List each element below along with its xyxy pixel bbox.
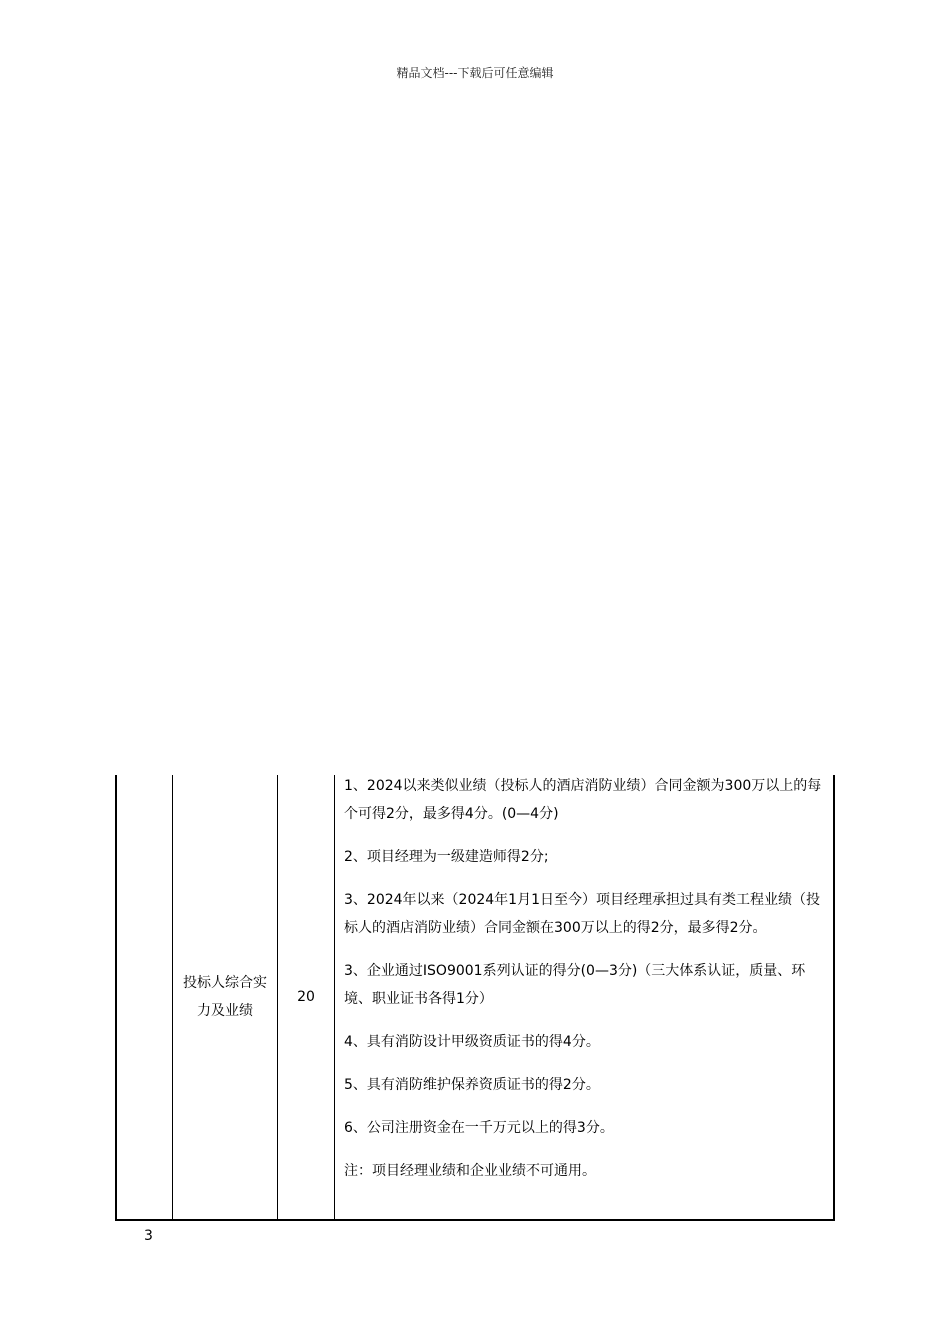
- criteria-item: 1、2024以来类似业绩（投标人的酒店消防业绩）合同金额为300万以上的每个可得2分，最多得4分。(0—4分): [344, 778, 822, 822]
- category-label: 投标人综合实力及业绩: [183, 975, 267, 1019]
- index-cell: [116, 775, 173, 1220]
- criteria-item: 3、企业通过ISO9001系列认证的得分(0—3分)（三大体系认证，质量、环境、职业证书各得1分）: [344, 963, 806, 1007]
- criteria-note: 注：项目经理业绩和企业业绩不可通用。: [344, 1163, 596, 1179]
- criteria-item: 5、具有消防维护保养资质证书的得2分。: [344, 1077, 600, 1093]
- page-header: 精品文档---下载后可任意编辑: [396, 66, 554, 80]
- scoring-table: [115, 775, 835, 1221]
- criteria-item: 3、2024年以来（2024年1月1日至今）项目经理承担过具有类工程业绩（投标人的酒店消防业绩）合同金额在300万以上的得2分，最多得2分。: [344, 892, 820, 936]
- criteria-cell: [335, 775, 835, 1220]
- category-cell: [173, 775, 278, 1220]
- score-cell: 20: [278, 775, 335, 1220]
- criteria-item: 4、具有消防设计甲级资质证书的得4分。: [344, 1034, 600, 1050]
- criteria-item: 2、项目经理为一级建造师得2分;: [344, 849, 549, 865]
- criteria-item: 6、公司注册资金在一千万元以上的得3分。: [344, 1120, 614, 1136]
- table-row: [116, 775, 834, 1220]
- page-number: 3: [144, 1228, 153, 1244]
